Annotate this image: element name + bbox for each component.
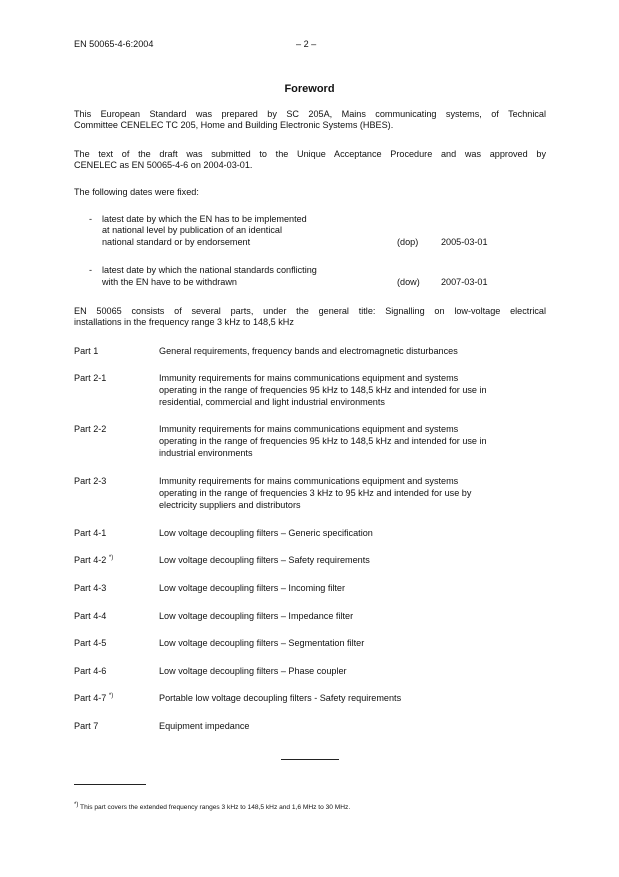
intro-paragraph-1-line-1: This European Standard was prepared by SC 205A, Mains communicating systems, of Technical (74, 109, 546, 119)
date-value-dow: 2007-03-01 (441, 277, 488, 287)
part-title-line: Immunity requirements for mains communications equipment and systems (159, 373, 459, 383)
part-number-text: Part 4-2 (74, 555, 107, 565)
page-number: – 2 – (296, 39, 317, 49)
part-number: Part 4-1 (74, 528, 107, 538)
footnote-text: This part covers the extended frequency ranges 3 kHz to 148,5 kHz and 1,6 MHz to 30 MHz. (78, 804, 351, 811)
part-title-line: Low voltage decoupling filters – Incoming filter (159, 583, 346, 593)
part-title-line: Low voltage decoupling filters – Segmentation filter (159, 638, 365, 648)
part-number: Part 2-2 (74, 424, 107, 434)
part-title-line: Immunity requirements for mains communications equipment and systems (159, 424, 459, 434)
part-number: Part 2-3 (74, 476, 107, 486)
part-title-line: Portable low voltage decoupling filters - Safety requirements (159, 693, 402, 703)
date-item-text-line: latest date by which the national standards conflicting (102, 265, 317, 275)
part-number: Part 4-5 (74, 638, 107, 648)
date-code-dop: (dop) (397, 237, 419, 247)
part-number: Part 4-6 (74, 666, 107, 676)
intro-paragraph-2-line-2: CENELEC as EN 50065-4-6 on 2004-03-01. (74, 160, 253, 170)
list-bullet: - (89, 214, 93, 224)
intro-paragraph-2-line-1: The text of the draft was submitted to the Unique Acceptance Procedure and was approved by (74, 149, 546, 159)
part-title-line: Immunity requirements for mains communications equipment and systems (159, 476, 459, 486)
part-number: Part 4-4 (74, 611, 107, 621)
footnote-marker: *) (108, 692, 114, 699)
footnote-separator (74, 784, 146, 785)
date-code-dow: (dow) (397, 277, 420, 287)
part-title-line: industrial environments (159, 448, 253, 458)
part-number: Part 2-1 (74, 373, 107, 383)
part-title-line: operating in the range of frequencies 95 kHz to 148,5 kHz and intended for use in (159, 385, 487, 395)
part-title-line: operating in the range of frequencies 95 kHz to 148,5 kHz and intended for use in (159, 436, 487, 446)
date-item-text-line: with the EN have to be withdrawn (102, 277, 237, 287)
part-number (74, 555, 113, 566)
date-item-text-line: latest date by which the EN has to be implemented (102, 214, 307, 224)
footnote-marker: *) (74, 801, 79, 808)
part-number (74, 693, 113, 704)
part-title-line: Low voltage decoupling filters – Phase coupler (159, 666, 347, 676)
intro-paragraph-1-line-2: Committee CENELEC TC 205, Home and Building Electronic Systems (HBES). (74, 120, 394, 130)
part-title-line: Low voltage decoupling filters – Safety requirements (159, 555, 370, 565)
part-title-line: Equipment impedance (159, 721, 250, 731)
part-number: Part 7 (74, 721, 99, 731)
part-title-line: residential, commercial and light industrial environments (159, 397, 385, 407)
section-end-rule (281, 759, 339, 760)
document-id: EN 50065-4-6:2004 (74, 39, 154, 49)
intro-paragraph-3: The following dates were fixed: (74, 187, 199, 197)
footnote (74, 801, 351, 812)
date-value-dop: 2005-03-01 (441, 237, 488, 247)
series-paragraph-line-1: EN 50065 consists of several parts, under the general title: Signalling on low-voltage electrical (74, 306, 546, 316)
part-title-line: General requirements, frequency bands and electromagnetic disturbances (159, 346, 458, 356)
part-title-line: electricity suppliers and distributors (159, 500, 301, 510)
footnote-marker: *) (108, 554, 114, 561)
part-title-line: Low voltage decoupling filters – Impedance filter (159, 611, 354, 621)
list-bullet: - (89, 265, 93, 275)
date-item-text-line: national standard or by endorsement (102, 237, 251, 247)
part-number-text: Part 4-7 (74, 693, 107, 703)
part-number: Part 1 (74, 346, 99, 356)
page-title: Foreword (284, 83, 335, 95)
part-title-line: operating in the range of frequencies 3 kHz to 95 kHz and intended for use by (159, 488, 472, 498)
part-title-line: Low voltage decoupling filters – Generic specification (159, 528, 373, 538)
series-paragraph-line-2: installations in the frequency range 3 kHz to 148,5 kHz (74, 317, 294, 327)
date-item-text-line: at national level by publication of an identical (102, 225, 282, 235)
part-number: Part 4-3 (74, 583, 107, 593)
